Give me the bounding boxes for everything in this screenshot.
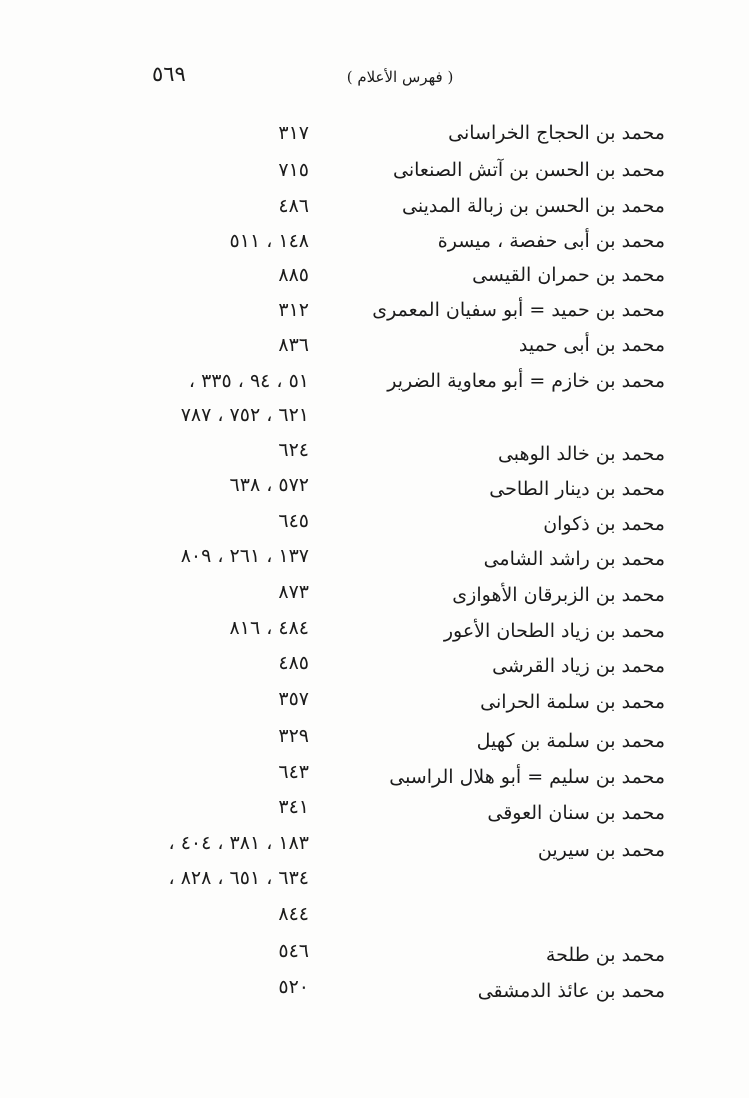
entry-pages: ١٨٣ ، ٣٨١ ، ٤٠٤ ،: [168, 832, 309, 854]
entry-pages: ٦٤٥: [278, 510, 309, 532]
entry-pages: ١٤٨ ، ٥١١: [229, 230, 309, 252]
entry-name: محمد بن زياد القرشى: [492, 655, 665, 677]
entry-name: محمد بن خالد الوهبى: [497, 443, 665, 465]
entry-name: محمد بن دينار الطاحى: [489, 478, 665, 500]
entry-pages: ٨٧٣: [278, 581, 309, 603]
entry-pages-continued: ٦٣٤ ، ٦٥١ ، ٨٢٨ ،: [168, 867, 309, 889]
entry-name: محمد بن سلمة الحرانى: [480, 691, 665, 713]
entry-name: محمد بن الحسن بن زبالة المدينى: [402, 195, 665, 217]
entry-pages: ٨٣٦: [278, 334, 309, 356]
entry-name: محمد بن سنان العوقى: [487, 802, 665, 824]
entry-pages: ٥١ ، ٩٤ ، ٣٣٥ ،: [188, 370, 309, 392]
entry-name: محمد بن الحجاج الخراسانى: [448, 122, 665, 144]
entry-pages: ٣٥٧: [278, 688, 309, 710]
entry-pages: ٥٤٦: [278, 940, 309, 962]
entry-pages: ٥٧٢ ، ٦٣٨: [229, 474, 309, 496]
entry-pages: ٣٤١: [278, 796, 309, 818]
entry-name: محمد بن سليم = أبو هلال الراسبى: [389, 766, 665, 788]
page-number: ٥٦٩: [152, 62, 186, 86]
entry-name: محمد بن طلحة: [545, 944, 665, 966]
entry-name: محمد بن حمران القيسى: [472, 264, 665, 286]
entry-name: محمد بن أبى حفصة ، ميسرة: [437, 230, 665, 252]
running-title: ( فهرس الأعلام ): [346, 68, 454, 86]
entry-name: محمد بن زياد الطحان الأعور: [443, 620, 665, 642]
entry-pages: ٥٢٠: [278, 976, 309, 998]
entry-pages: ٧١٥: [278, 159, 309, 181]
entry-pages: ١٣٧ ، ٢٦١ ، ٨٠٩: [180, 545, 309, 567]
entry-name: محمد بن راشد الشامى: [483, 548, 665, 570]
entry-pages: ٣٢٩: [278, 725, 309, 747]
entry-name: محمد بن سيرين: [537, 839, 665, 861]
entry-name: محمد بن الحسن بن آتش الصنعانى: [393, 159, 665, 181]
entry-pages: ٨٨٥: [278, 264, 309, 286]
entry-pages-continued: ٨٤٤: [278, 903, 309, 925]
entry-name: محمد بن حميد = أبو سفيان المعمرى: [372, 299, 665, 321]
entry-name: محمد بن أبى حميد: [518, 334, 665, 356]
entry-pages: ٤٨٤ ، ٨١٦: [229, 617, 309, 639]
entry-name: محمد بن الزبرقان الأهوازى: [452, 584, 665, 606]
entry-name: محمد بن ذكوان: [543, 513, 665, 535]
entry-name: محمد بن خازم = أبو معاوية الضرير: [387, 370, 665, 392]
entry-pages: ٤٨٥: [278, 652, 309, 674]
entry-pages: ٦٤٣: [278, 761, 309, 783]
entry-pages-continued: ٦٢١ ، ٧٥٢ ، ٧٨٧: [180, 404, 309, 426]
entry-pages: ٤٨٦: [278, 195, 309, 217]
entry-pages: ٣١٧: [278, 122, 309, 144]
entry-name: محمد بن سلمة بن كهيل: [476, 730, 665, 752]
entry-pages: ٣١٢: [278, 299, 309, 321]
entry-name: محمد بن عائذ الدمشقى: [477, 980, 665, 1002]
entry-pages: ٦٢٤: [278, 439, 309, 461]
